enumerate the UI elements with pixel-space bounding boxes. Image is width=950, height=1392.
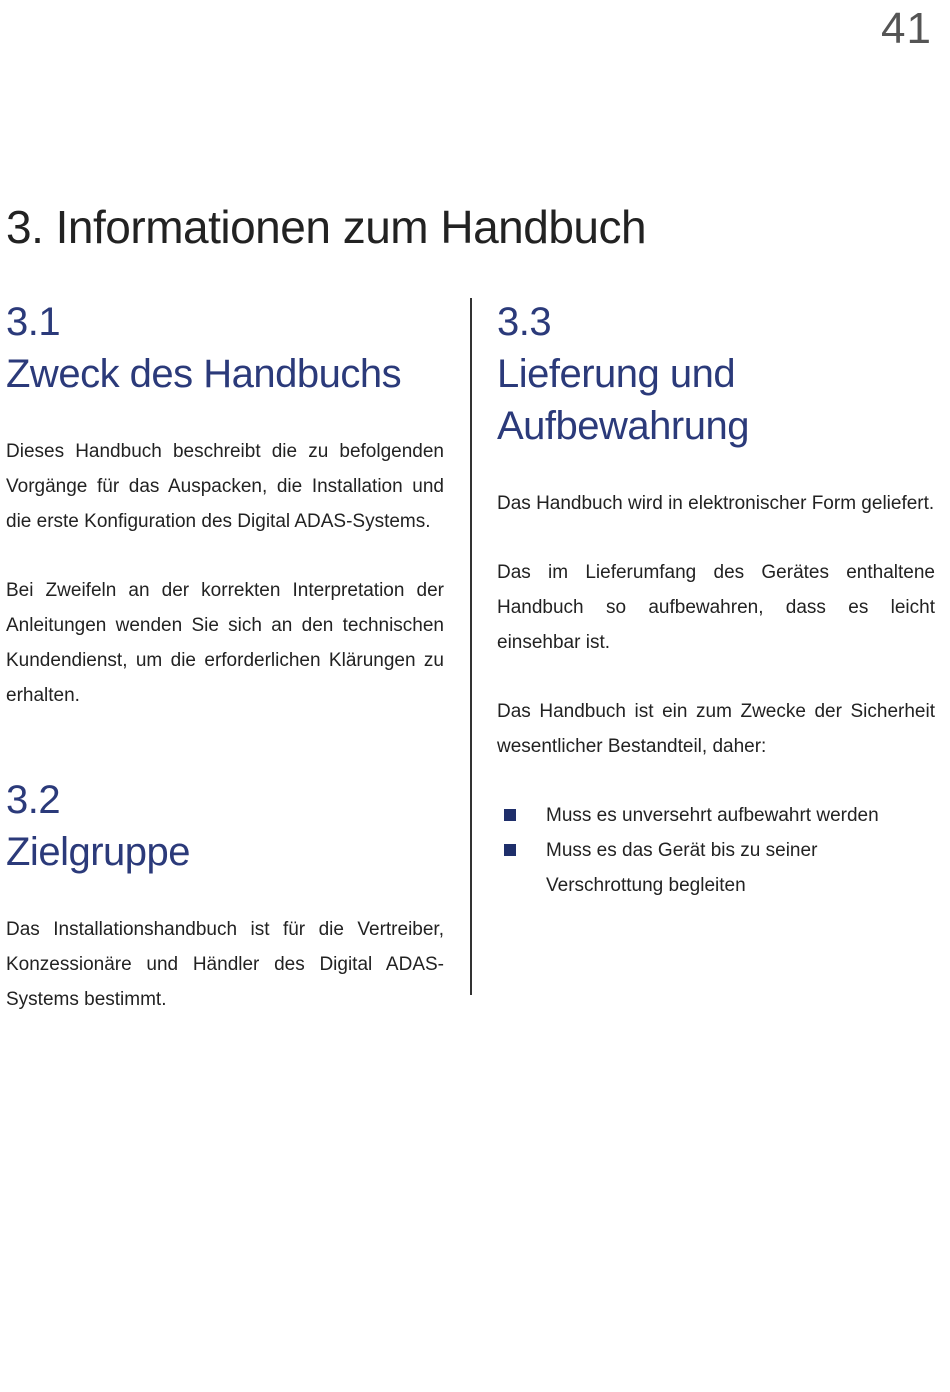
left-column [6, 296, 444, 1017]
section-3-3-bullet-list [497, 798, 935, 903]
section-3-1-number: 3.1 [6, 300, 61, 344]
square-bullet-icon [504, 844, 516, 856]
section-3-1-title: Zweck des Handbuchs [6, 352, 402, 396]
section-3-3-paragraph-1: Das Handbuch wird in elektronischer Form geliefert. [497, 493, 935, 514]
section-3-3-paragraph-3: Das Handbuch ist ein zum Zwecke der Sicherheit wesentlicher Bestandteil, daher: [497, 701, 935, 757]
list-item [497, 798, 935, 833]
section-3-2-title: Zielgruppe [6, 830, 191, 874]
list-item-text: Muss es unversehrt aufbewahrt werden [546, 805, 879, 826]
page-number: 41 [881, 4, 932, 53]
section-3-2-paragraph-1: Das Installationshandbuch ist für die Vertreiber, Konzessionäre und Händler des Digital ADAS-Systems bestimmt. [6, 919, 444, 1010]
square-bullet-icon [504, 809, 516, 821]
page-title: 3. Informationen zum Handbuch [6, 201, 647, 253]
section-3-2-heading [6, 774, 444, 878]
section-3-1-paragraph-2: Bei Zweifeln an der korrekten Interpretation der Anleitungen wenden Sie sich an den technischen Kundendienst, um die erforderlichen Klärungen zu erhalten. [6, 580, 444, 706]
section-3-1-heading [6, 296, 444, 400]
section-3-3-paragraph-2: Das im Lieferumfang des Gerätes enthaltene Handbuch so aufbewahren, dass es leicht einsehbar ist. [497, 562, 935, 653]
right-column [497, 296, 935, 903]
list-item-text: Muss es das Gerät bis zu seiner Verschrottung begleiten [546, 840, 818, 896]
column-divider [470, 298, 472, 995]
section-3-3-number: 3.3 [497, 300, 552, 344]
section-3-1-paragraph-1: Dieses Handbuch beschreibt die zu befolgenden Vorgänge für das Auspacken, die Installation und die erste Konfiguration des Digital ADAS-Systems. [6, 441, 444, 532]
section-3-3-title-line-1: Lieferung und [497, 352, 736, 396]
section-3-3-heading [497, 296, 935, 452]
section-3-3-title-line-2: Aufbewahrung [497, 404, 749, 448]
section-3-2-number: 3.2 [6, 778, 61, 822]
list-item [497, 833, 935, 903]
